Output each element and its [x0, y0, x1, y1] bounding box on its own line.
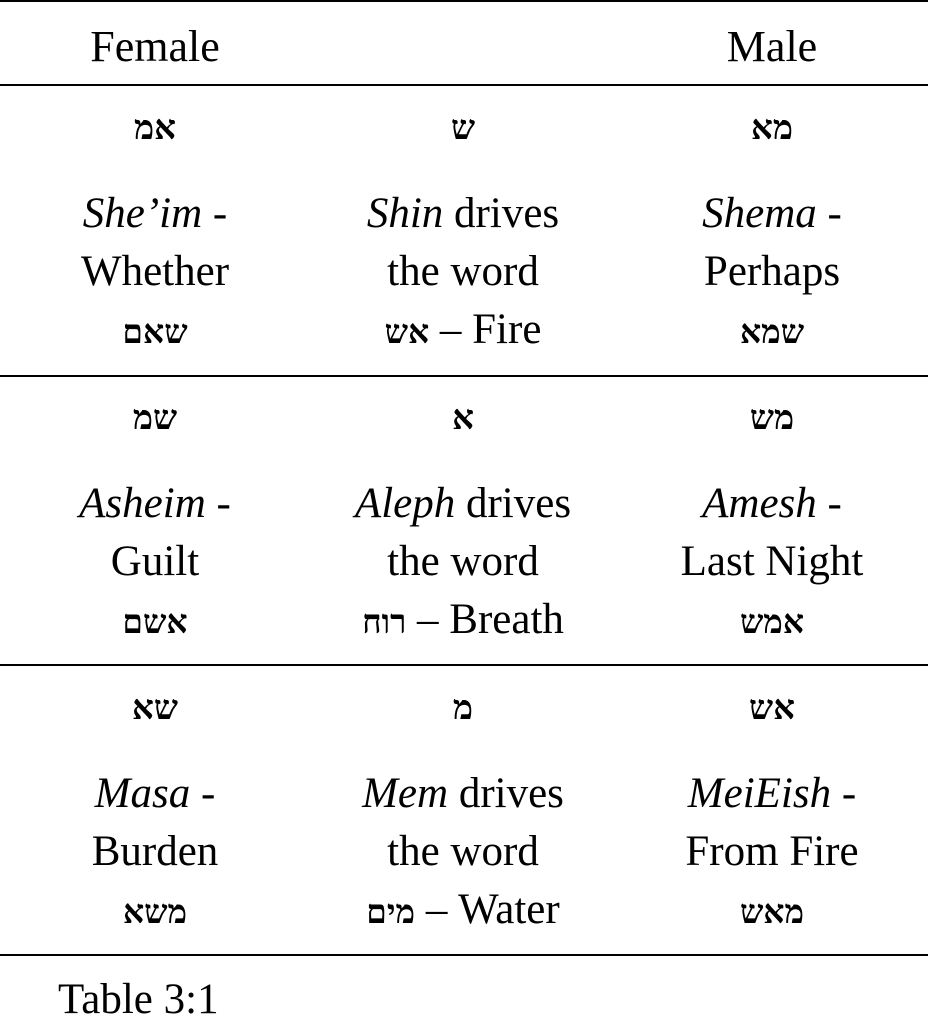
row-3-female-letters: שא — [132, 688, 178, 728]
row-1-driver-dash: – — [429, 306, 473, 353]
row-1-female-word: She’im — [82, 190, 203, 237]
row-3-female-hebrew: משא — [122, 892, 188, 931]
row-3-male-hebrew: מאש — [739, 892, 805, 931]
row-1-female-entry — [0, 185, 310, 359]
row-1-female-sep: - — [202, 190, 228, 237]
row-1-driver-meaning: Fire — [472, 306, 542, 353]
row-3-driver-dash: – — [415, 886, 459, 933]
row-2-driver-name: Aleph — [354, 480, 456, 527]
row-3-male-meaning: From Fire — [685, 828, 859, 875]
row-1-male-entry — [616, 185, 928, 359]
row-3-driver-hebrew: מים — [366, 892, 416, 931]
row-2-male-word: Amesh — [702, 480, 817, 527]
header-male: Male — [726, 22, 818, 71]
row-3-female-sep: - — [190, 770, 216, 817]
row-3-female-meaning: Burden — [91, 828, 219, 875]
row-1-male-letters: מא — [751, 108, 793, 148]
row-1-driver-the-word: the word — [387, 248, 539, 295]
row-2-male-meaning: Last Night — [680, 538, 864, 585]
table-caption: Table 3:1 — [58, 976, 219, 1023]
row-1-male-hebrew: שמא — [739, 312, 805, 351]
row-1-driver-letter: ש — [450, 108, 476, 148]
row-3-driver-entry — [310, 765, 616, 939]
row-2-female-hebrew: אשם — [122, 602, 188, 641]
row-1-driver-name: Shin — [366, 190, 444, 237]
row-2-female-meaning: Guilt — [110, 538, 200, 585]
table-bottom-rule — [0, 954, 928, 956]
row-3-driver-the-word: the word — [387, 828, 539, 875]
row-1-female-hebrew: שאם — [122, 312, 188, 351]
row-3-driver-drives: drives — [448, 770, 564, 817]
row-2-male-hebrew: אמש — [739, 602, 805, 641]
row-2-driver-dash: – — [406, 596, 450, 643]
row-3-female-entry — [0, 765, 310, 939]
row-2-female-letters: שמ — [132, 398, 178, 438]
row-1-male-sep: - — [816, 190, 842, 237]
table-top-rule — [0, 0, 928, 2]
row-3-male-entry — [616, 765, 928, 939]
header-rule — [0, 84, 928, 86]
row-2-driver-letter: א — [452, 398, 474, 438]
row-2-female-word: Asheim — [79, 480, 206, 527]
row-1-female-letters: אמ — [134, 108, 176, 148]
row-2-female-sep: - — [205, 480, 231, 527]
row-3-driver-letter: מ — [452, 688, 474, 728]
row-1-driver-entry — [310, 185, 616, 359]
row-3-female-word: Masa — [94, 770, 191, 817]
row-2-driver-drives: drives — [455, 480, 572, 527]
row-1-male-word: Shema — [702, 190, 817, 237]
row-3-male-letters: אש — [749, 688, 795, 728]
row-2-male-sep: - — [816, 480, 842, 527]
row-2-driver-the-word: the word — [387, 538, 539, 585]
row-2-male-entry — [616, 475, 928, 649]
row-2-female-entry — [0, 475, 310, 649]
row-2-male-letters: מש — [749, 398, 795, 438]
row-3-driver-meaning: Water — [458, 886, 560, 933]
row-1-female-meaning: Whether — [80, 248, 230, 295]
row-3-driver-name: Mem — [362, 770, 449, 817]
row-1-driver-hebrew: אש — [384, 312, 430, 351]
row-rule-1 — [0, 375, 928, 377]
row-rule-2 — [0, 664, 928, 666]
row-3-male-word: MeiEish — [687, 770, 832, 817]
row-1-male-meaning: Perhaps — [703, 248, 841, 295]
row-2-driver-meaning: Breath — [449, 596, 564, 643]
row-3-male-sep: - — [831, 770, 857, 817]
row-2-driver-entry — [310, 475, 616, 649]
header-female: Female — [90, 22, 220, 71]
row-1-driver-drives: drives — [443, 190, 560, 237]
row-2-driver-hebrew: רוח — [362, 602, 407, 641]
